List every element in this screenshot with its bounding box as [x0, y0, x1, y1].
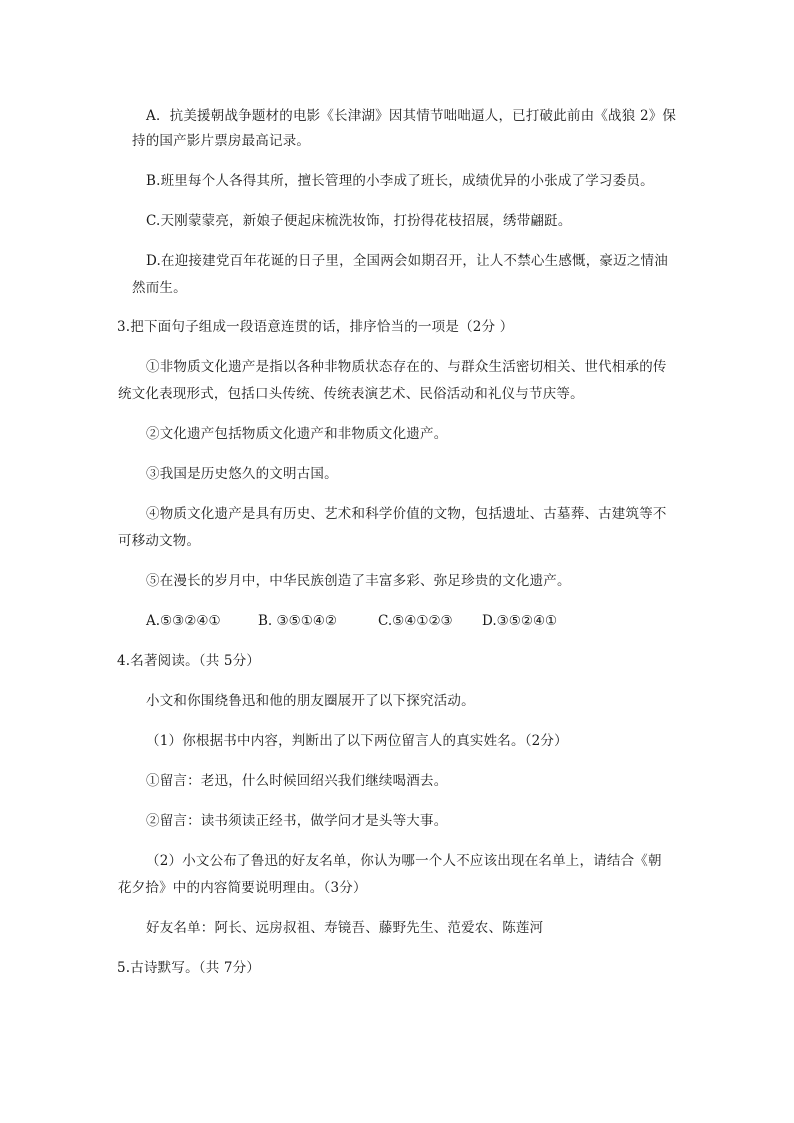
sentence-1-line-1: ①非物质文化遗产是指以各种非物质状态存在的、与群众生活密切相关、世代相承的传 — [146, 359, 667, 375]
q3-option-b: B. ③⑤①④② — [258, 613, 338, 629]
question-3-heading: 3.把下面句子组成一段语意连贯的话，排序恰当的一项是（2分 ） — [117, 319, 514, 335]
question-3-options — [146, 611, 557, 631]
question-4-part-2-line-2: 花夕拾》中的内容简要说明理由。（3分） — [118, 880, 367, 896]
q3-option-a: A.⑤③②④① — [146, 613, 221, 629]
sentence-2: ②文化遗产包括物质文化遗产和非物质文化遗产。 — [146, 426, 448, 442]
question-4-heading: 4.名著阅读。（共 5分） — [117, 653, 261, 669]
question-4-intro: 小文和你围绕鲁迅和他的朋友圈展开了以下探究活动。 — [146, 693, 475, 709]
question-4-part-2-line-1: （2）小文公布了鲁迅的好友名单，你认为哪一个人不应该出现在名单上，请结合《朝 — [146, 853, 662, 869]
option-b: B.班里每个人各得其所，擅长管理的小李成了班长，成绩优异的小张成了学习委员。 — [146, 173, 654, 189]
message-2: ②留言：读书须读正经书，做学问才是头等大事。 — [146, 813, 448, 829]
option-d-line-1: D.在迎接建党百年花诞的日子里，全国两会如期召开，让人不禁心生感慨，豪迈之情油 — [146, 253, 668, 269]
q3-option-c: C.⑤④①②③ — [378, 613, 453, 629]
sentence-4-line-1: ④物质文化遗产是具有历史、艺术和科学价值的文物，包括遗址、古墓葬、古建筑等不 — [146, 506, 667, 522]
sentence-4-line-2: 可移动文物。 — [118, 533, 201, 549]
friends-list: 好友名单：阿长、远房叔祖、寿镜吾、藤野先生、范爱农、陈莲河 — [146, 920, 544, 936]
sentence-5: ⑤在漫长的岁月中，中华民族创造了丰富多彩、弥足珍贵的文化遗产。 — [146, 573, 571, 589]
option-a-line-2: 持的国产影片票房最高记录。 — [132, 133, 311, 149]
sentence-1-line-2: 统文化表现形式，包括口头传统、传统表演艺术、民俗活动和礼仪与节庆等。 — [118, 386, 584, 402]
option-c: C.天刚蒙蒙亮，新娘子便起床梳洗妆饰，打扮得花枝招展，绣带翩跹。 — [146, 213, 572, 229]
question-4-part-1: （1）你根据书中内容，判断出了以下两位留言人的真实姓名。（2分） — [146, 733, 568, 749]
sentence-3: ③我国是历史悠久的文明古国。 — [146, 466, 338, 482]
q3-option-d: D.③⑤②④① — [482, 613, 558, 629]
option-a-line-1: A．抗美援朝战争题材的电影《长津湖》因其情节咄咄逼人，已打破此前由《战狼 2》保 — [146, 108, 677, 124]
message-1: ①留言：老迅，什么时候回绍兴我们继续喝酒去。 — [146, 773, 448, 789]
option-d-line-2: 然而生。 — [132, 280, 187, 296]
question-5-heading: 5.古诗默写。（共 7分） — [117, 960, 261, 976]
